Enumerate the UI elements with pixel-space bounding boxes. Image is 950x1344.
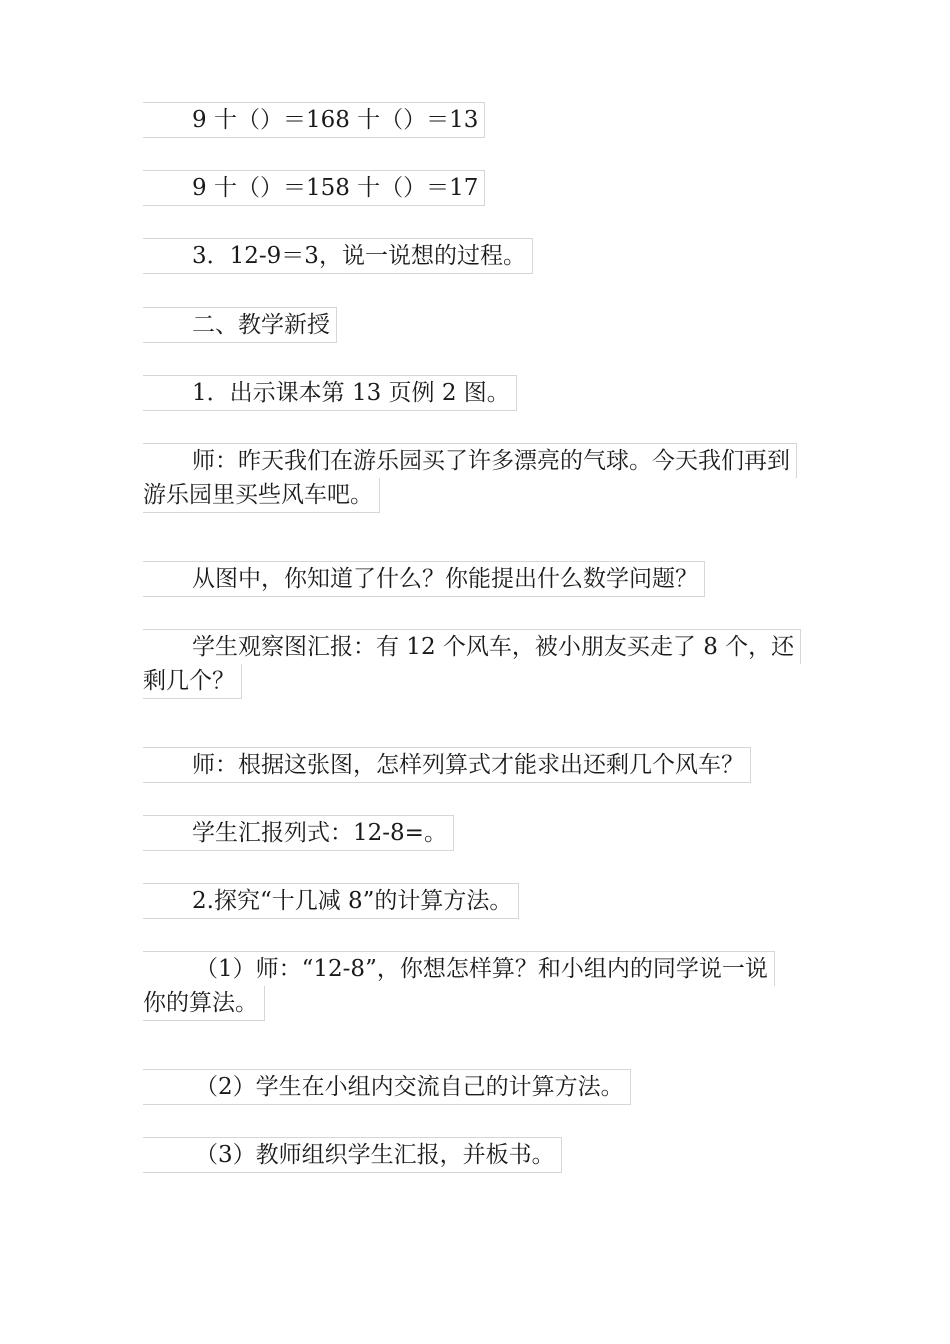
exercise-3 bbox=[143, 238, 533, 274]
text-line: 你的算法。 bbox=[143, 986, 265, 1021]
text-line: 9 十（）＝168 十（）＝13 bbox=[143, 102, 485, 138]
text-line: 学生汇报列式：12-8=。 bbox=[143, 815, 454, 851]
substep-1-paragraph bbox=[143, 951, 775, 1021]
teacher-question-paragraph bbox=[143, 747, 751, 783]
question-paragraph bbox=[143, 561, 705, 597]
student-report-paragraph bbox=[143, 629, 801, 699]
text-line: 二、教学新授 bbox=[143, 307, 337, 343]
step-2-explore-method bbox=[143, 883, 519, 919]
text-line: 剩几个？ bbox=[143, 664, 242, 699]
text-line: 9 十（）＝158 十（）＝17 bbox=[143, 170, 485, 206]
text-line: 师：根据这张图，怎样列算式才能求出还剩几个风车？ bbox=[143, 747, 751, 783]
text-line: 从图中，你知道了什么？你能提出什么数学问题？ bbox=[143, 561, 705, 597]
student-equation-paragraph bbox=[143, 815, 454, 851]
step-1-show-textbook bbox=[143, 375, 517, 411]
text-line: （3）教师组织学生汇报，并板书。 bbox=[143, 1137, 562, 1173]
text-line: （1）师：“12-8”，你想怎样算？和小组内的同学说一说 bbox=[143, 951, 775, 986]
text-line: 学生观察图汇报：有 12 个风车，被小朋友买走了 8 个，还 bbox=[143, 629, 801, 664]
text-line: 3．12-9＝3，说一说想的过程。 bbox=[143, 238, 533, 274]
text-line: （2）学生在小组内交流自己的计算方法。 bbox=[143, 1069, 631, 1105]
substep-3-paragraph bbox=[143, 1137, 562, 1173]
teacher-intro-paragraph bbox=[143, 443, 797, 513]
text-line: 师：昨天我们在游乐园买了许多漂亮的气球。今天我们再到 bbox=[143, 443, 797, 478]
equation-line-2 bbox=[143, 170, 485, 206]
section-heading-new-teaching bbox=[143, 307, 337, 343]
text-line: 1．出示课本第 13 页例 2 图。 bbox=[143, 375, 517, 411]
text-line: 游乐园里买些风车吧。 bbox=[143, 478, 380, 513]
equation-line-1 bbox=[143, 102, 485, 138]
text-line: 2.探究“十几减 8”的计算方法。 bbox=[143, 883, 519, 919]
substep-2-paragraph bbox=[143, 1069, 631, 1105]
